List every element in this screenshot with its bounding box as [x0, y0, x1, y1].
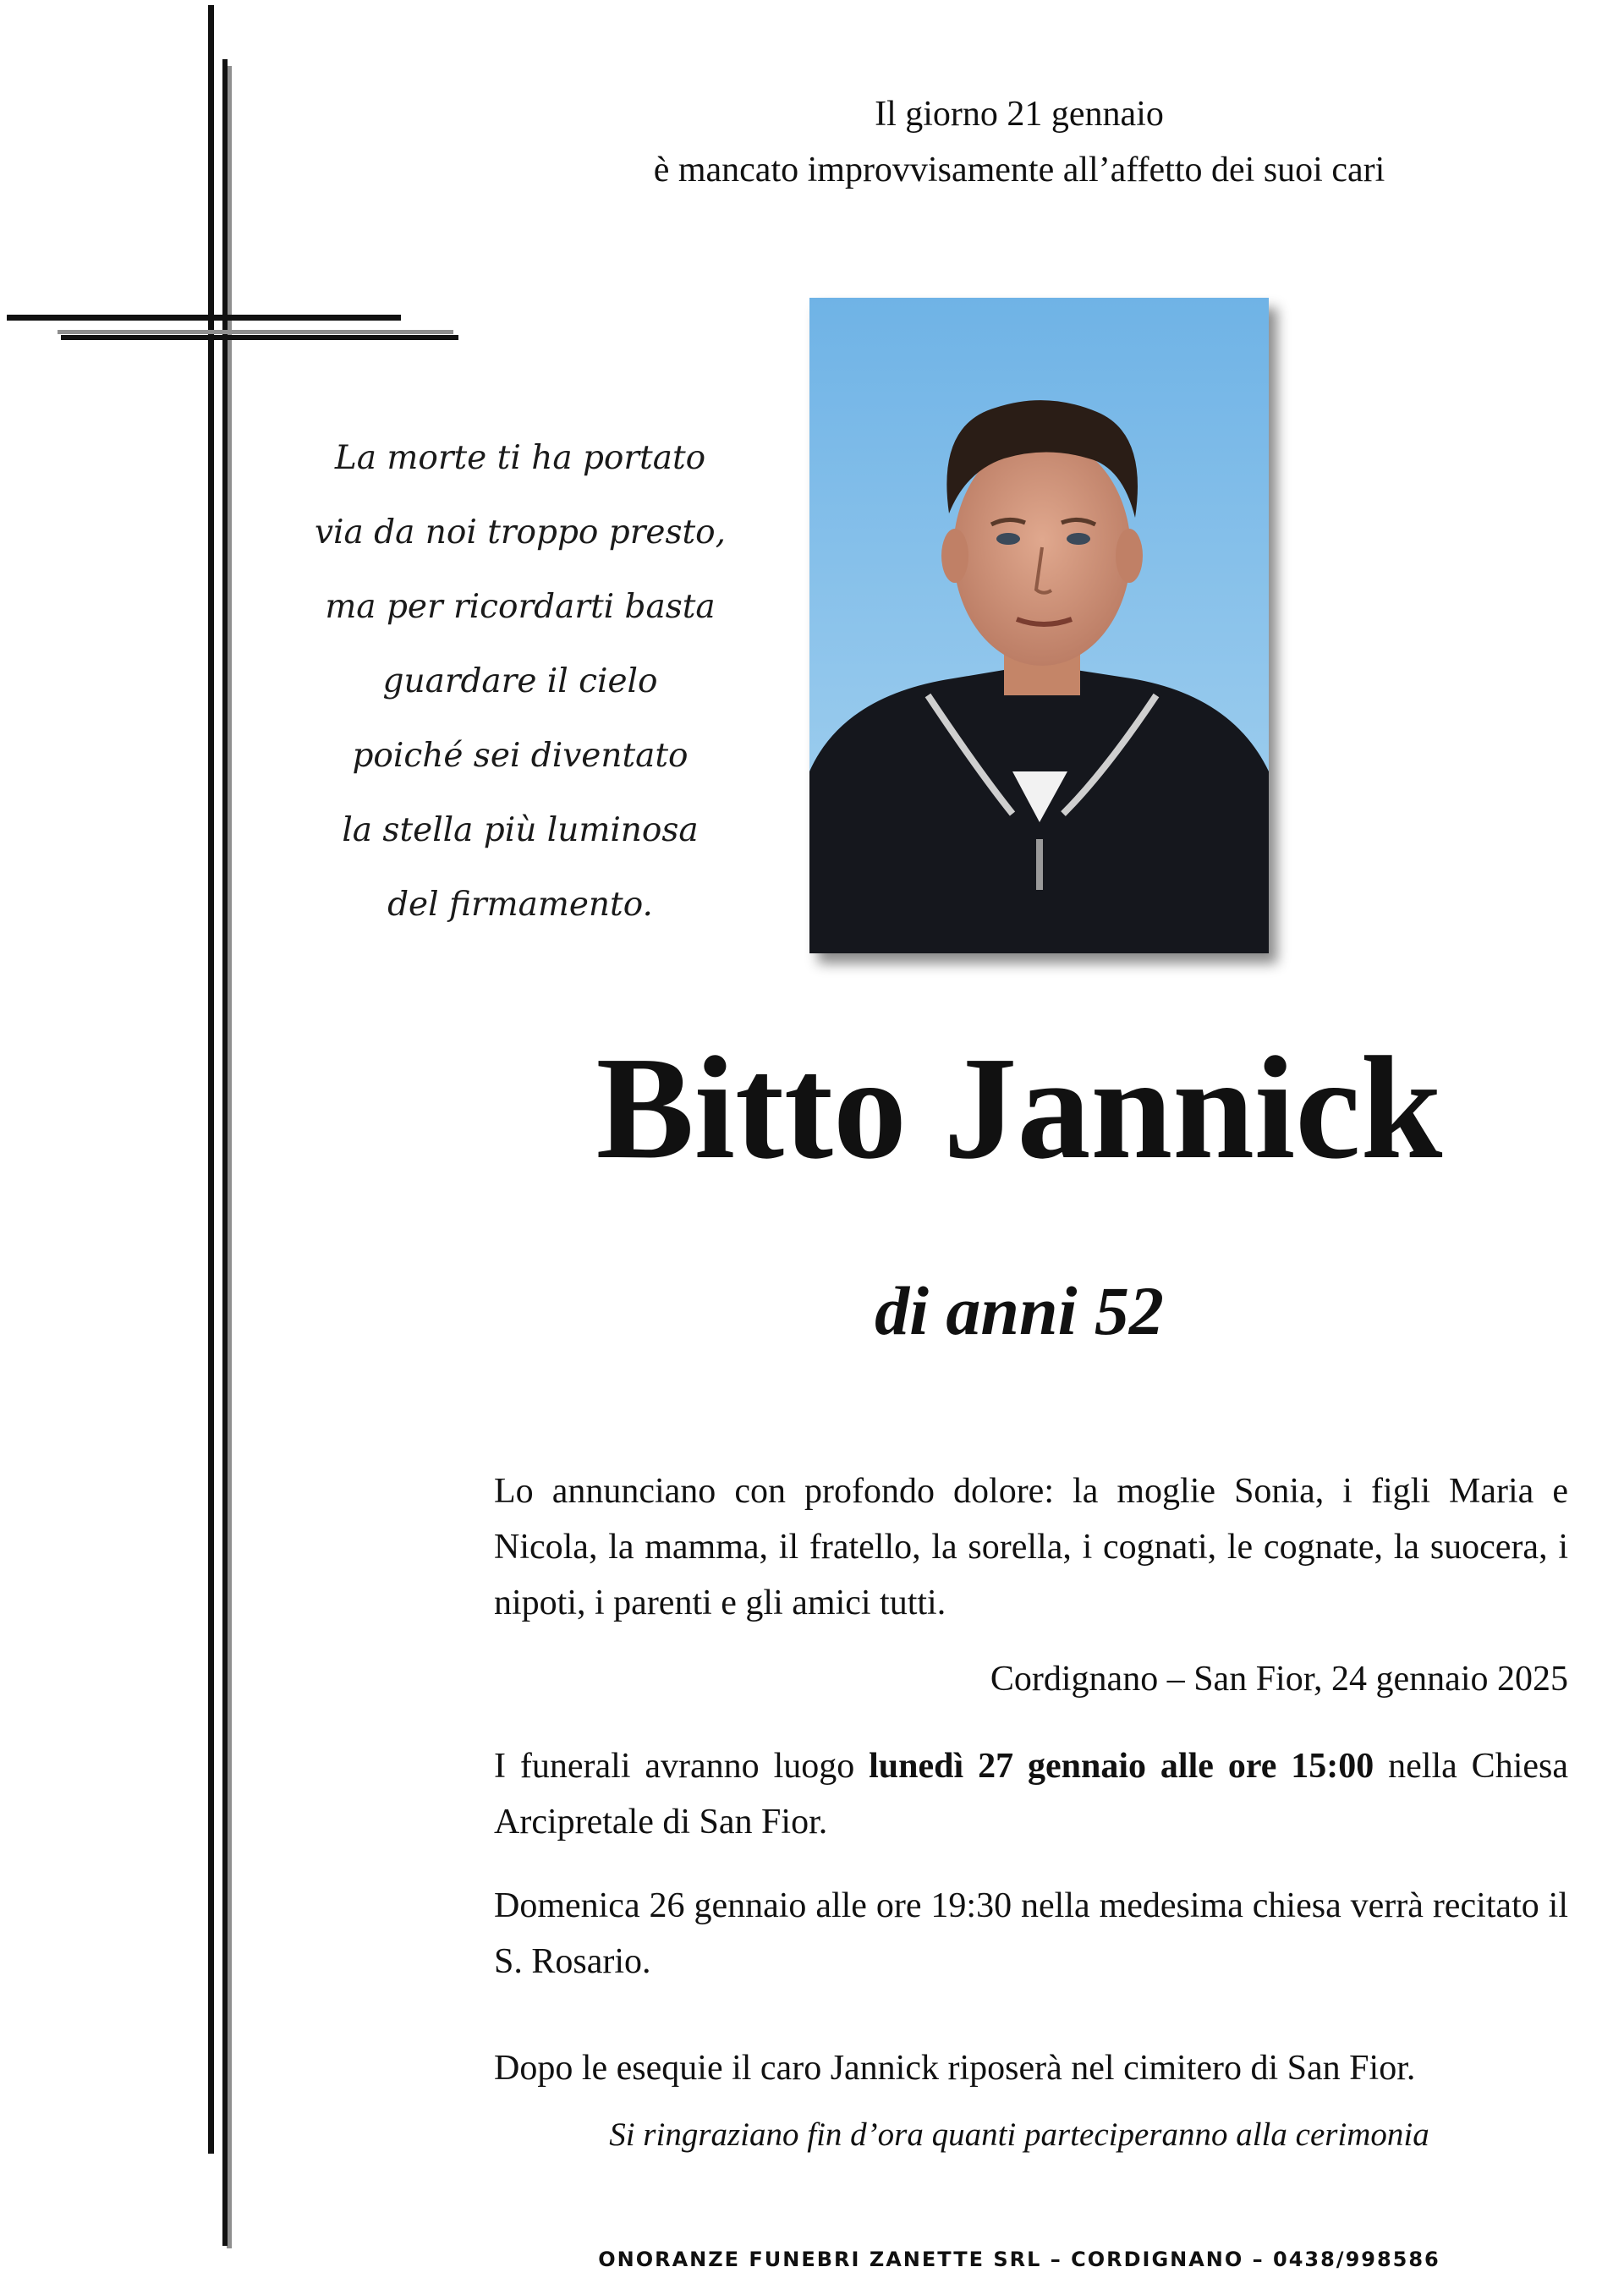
poem-line: del firmamento.	[387, 886, 653, 924]
funeral-datetime: lunedì 27 gennaio alle ore 15:00	[869, 1747, 1374, 1786]
rosary-info: Domenica 26 gennaio alle ore 19:30 nella medesima chiesa verrà recitato il S. Rosario.	[494, 1886, 1568, 1981]
thanks-text: Si ringraziano fin d’ora quanti parteciperanno alla cerimonia	[609, 2116, 1429, 2153]
poem-line: La morte ti ha portato	[334, 439, 706, 477]
funeral-home-footer: ONORANZE FUNEBRI ZANETTE SRL – CORDIGNANO – 0438/998586	[598, 2248, 1440, 2271]
intro-date: Il giorno 21 gennaio	[875, 95, 1164, 134]
deceased-name: Bitto Jannick	[595, 1026, 1443, 1189]
poem-line: poiché sei diventato	[352, 737, 689, 775]
burial-info: Dopo le esequie il caro Jannick riposerà nel cimitero di San Fior.	[494, 2049, 1416, 2088]
intro-text	[474, 86, 1565, 198]
intro-passing: è mancato improvvisamente all’affetto dei suoi cari	[653, 151, 1385, 189]
poem-line: via da noi troppo presto,	[314, 513, 727, 552]
poem-line: guardare il cielo	[382, 662, 658, 700]
poem-line: la stella più luminosa	[342, 811, 699, 849]
deceased-age: di anni 52	[875, 1272, 1164, 1349]
funeral-info	[494, 1738, 1568, 1850]
announcement-text: Lo annunciano con profondo dolore: la moglie Sonia, i figli Maria e Nicola, la mamma, il fratello, la sorella, i cognati, le cognate, la suocera, i nipoti, i parenti e gli amici tutti.	[494, 1472, 1568, 1622]
poem-line: ma per ricordarti basta	[325, 588, 716, 626]
funeral-suffix: nella Chiesa Arcipretale di San Fior.	[494, 1747, 1568, 1842]
portrait-photo	[809, 298, 1269, 953]
funeral-prefix: I funerali avranno luogo	[494, 1747, 870, 1786]
portrait-illustration	[809, 298, 1269, 953]
poem	[279, 421, 761, 942]
place-date: Cordignano – San Fior, 24 gennaio 2025	[990, 1660, 1568, 1699]
